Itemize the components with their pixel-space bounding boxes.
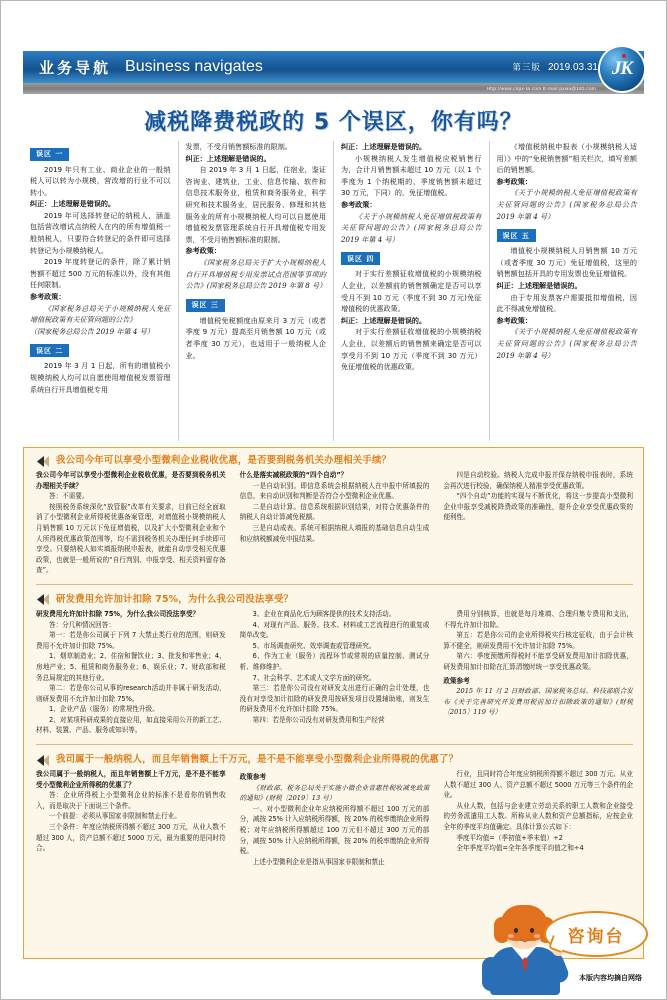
- qa-paragraph: 我公司属于一般纳税人，而且年销售额上千万元，是不是不能享受小型微利企业所得税的优惠了？: [36, 770, 226, 789]
- qa-paragraph: 3、企业在商品化后为顾客提供的技术支持活动。: [252, 609, 396, 618]
- article-columns: [23, 141, 644, 441]
- qa-answer-column: [436, 609, 633, 736]
- article-paragraph: 纠正：上述理解是错误的。: [496, 280, 582, 290]
- qa-paragraph: 一是自动识别。即信息系统会根据纳税人在申报中所填报的信息，来自动识别和判断是否符合小型微利企业优惠。: [239, 481, 430, 501]
- qa-paragraph: 1、烟草制造业；2、住宿和餐饮业；3、批发和零售业；4、房地产业；5、租赁和商务服务业；6、娱乐业；7、财政部和税务总局规定的其他行业。: [36, 652, 226, 682]
- misconception-tag: 误区 二: [30, 344, 69, 357]
- article-column-1: [23, 141, 179, 441]
- qa-question-header: [24, 587, 643, 608]
- qa-question-header: [24, 747, 643, 768]
- qa-question-text: 研发费用允许加计扣除 75%，为什么我公司没法享受？: [56, 593, 294, 605]
- qa-paragraph: 2015 年 11 月 2 日财政部、国家税务总局、科技部联合发布《关于完善研究开发费用税前加计扣除政策的通知》(财税〔2015〕119 号）: [443, 687, 634, 717]
- masthead-subbar: [23, 83, 644, 94]
- qa-paragraph: 6、作为工业（服务）流程环节或常规的质量控制、测试分析、维修维护。: [239, 652, 430, 671]
- qa-paragraph: 答：分几种情况回答：: [49, 620, 115, 629]
- qa-paragraph: 行业，且同时符合年度应纳税所得额不超过 300 万元、从业人数不超过 300 人、资产总额不超过 5000 万元等三个条件的企业。: [443, 770, 634, 800]
- qa-paragraph: 2、对某项科研成果的直接应用，如直接采用公开的新工艺、材料、装置、产品、服务或知识等。: [36, 715, 226, 735]
- qa-paragraph: 《财政部、税务总局关于实施小微企业普惠性税收减免政策的通知》(财税〔2019〕13 号）: [239, 783, 430, 803]
- policy-reference-label: 政策参考: [443, 676, 470, 685]
- chevron-left-icon: [36, 591, 50, 604]
- article-paragraph: 《关于小规模纳税人免征增值税政策有关征管问题的公告》(国家税务总局公告 2019 年第 4 号）: [496, 327, 637, 360]
- article-column-2: [179, 141, 335, 441]
- qa-paragraph: 按照税务系统深化“放管服”改革有关要求，目前已经全面取消了小型微利企业所得税优惠备案管理，对增值税小规模纳税人月销售额 10 万元以下免征增值税，以及扩大小型微利企业和个人所得税优惠政策范围等，均不需到税务机关办理任何手续即可享受。只要纳税人如实填报纳税申报表，就能自动享受相关优惠政策，也就是一般所说的“自行判别、申报享受、相关资料留存备查”。: [36, 502, 226, 575]
- article-paragraph: 纠正：上述理解是错误的。: [30, 199, 116, 209]
- article-paragraph: 发票，不受月销售额标准的限制。: [185, 142, 292, 151]
- footnote: 本版内容均摘自网络: [579, 974, 642, 982]
- article-paragraph: 由于专用发票客户需要抵扣增值税，因此不得减免增值税。: [496, 292, 637, 314]
- qa-paragraph: 三个条件：年度应纳税所得额不超过 300 万元，从业人数不超过 300 人，资产总额不超过 5000 万元，最为重要的是同时符合。: [36, 823, 226, 853]
- article-paragraph: 增值税免税额度由原来月 3 万元（或者季度 9 万元）提高至月销售额 10 万元（或者季度 30 万元），也适用于一般纳税人企业。: [185, 315, 326, 360]
- qa-paragraph: 三是自动成表。系统可根据纳税人填报的基础信息自动生成和应纳税额减免申报结果。: [239, 523, 430, 543]
- qa-paragraph: 研发费用允许加计扣除 75%，为什么我公司没法享受？: [36, 609, 200, 618]
- qa-paragraph: 7、社会科学、艺术或人文学方面的研究。: [252, 673, 376, 682]
- article-paragraph: 《关于小规模纳税人免征增值税政策有关征管问题的公告》(国家税务总局公告 2019 年第 4 号）: [341, 211, 482, 244]
- qa-answer-columns: [24, 768, 643, 873]
- qa-paragraph: 上述小型微利企业是指从事国家非限制和禁止: [252, 857, 385, 866]
- qa-answer-columns: [24, 469, 643, 582]
- article-column-4: [490, 141, 645, 441]
- masthead: [23, 51, 644, 83]
- qa-answer-column: [233, 769, 437, 867]
- article-paragraph: 2019 年度转登记的条件，除了累计销售额不超过 500 万元的标准以外，没有其他任何限制。: [30, 257, 171, 290]
- article-paragraph: （国家税务总局公告 2019 年第 4 号）: [30, 326, 154, 336]
- qa-paragraph: “四个自动”功能的实现与不断优化，将这一步提高小型微利企业申报享受减税降费政策的准确性，提升企业享受优惠政策的便利性。: [443, 492, 634, 522]
- masthead-meta: [512, 61, 598, 73]
- qa-answer-column: [36, 609, 233, 736]
- qa-paragraph: 第五：若是你公司的企业所得税实行核定征收，由于会计核算不健全，则研发费用不允许加计扣除 75%。: [443, 631, 634, 650]
- qa-section: [23, 447, 644, 959]
- article-paragraph: 小规模纳税人发生增值税应税销售行为，合计月销售额未超过 10 万元（以 1 个季度为 1 个纳税期的，季度销售额未超过 30 万元，下同）的，免征增值税。: [341, 153, 482, 198]
- article-paragraph: 参考政策：: [496, 176, 532, 186]
- article-paragraph: 《国家税务总局关于扩大小规模纳税人自行开具增值税专用发票试点范围等事项的公告》(国家税务总局公告 2019 年第 8 号）: [185, 257, 327, 291]
- article-paragraph: 2019 年只有工业、商业企业的一般纳税人可以转为小规模，营改增的行业不可以转小。: [30, 164, 171, 197]
- website-url: Http://www.cnpx-ta.com E-mail:pxwu@163.com: [486, 86, 596, 91]
- qa-paragraph: 季度平均值=（季初值+季末值）÷2: [456, 833, 563, 842]
- qa-answer-column: [233, 470, 437, 576]
- qa-answer-column: [36, 769, 233, 867]
- article-paragraph: 2019 年 3 月 1 日起，所有的增值税小规模纳税人均可以自愿使用增值税发票管理系统自行开具增值税专用: [30, 361, 171, 394]
- issue-number: 第三版: [512, 63, 541, 73]
- article-paragraph: 对于实行差额征收增值税的小规模纳税人企业，以差额后的销售额来确定是否可以享受月不到 10 万元（季度不到 30 万元）免征增值税的优惠政策。: [341, 327, 482, 372]
- misconception-tag: 误区 四: [341, 252, 380, 265]
- article-paragraph: 纠正：上述理解是错误的。: [341, 142, 427, 151]
- qa-paragraph: 1、企业产品（服务）的常规性升级。: [49, 705, 159, 714]
- qa-answer-column: [436, 769, 633, 867]
- qa-paragraph: 第四：若是你公司没有对研发费用和生产经营: [252, 715, 385, 724]
- qa-paragraph: 第六：季度预缴所得税时不能享受研发费用加计扣除优惠，研发费用加计扣除在汇算清缴时统一享受优惠政策。: [443, 652, 634, 671]
- qa-paragraph: 从业人数，包括与企业建立劳动关系的职工人数和企业接受的劳务派遣用工人数。所称从业人数和资产总额指标，应按企业全年的季度平均值确定。具体计算公式如下：: [443, 801, 634, 832]
- qa-question-text: 我司属于一般纳税人，而且年销售额上千万元，是不是不能享受小型微利企业所得税的优惠了？: [56, 754, 459, 766]
- masthead-title-en: Business navigates: [125, 58, 263, 75]
- qa-paragraph: 什么是落实减税政策的“四个自动”？: [239, 471, 348, 479]
- qa-paragraph: 第二：若是你公司从事的research活动并非属于研发活动，则研发费用不允许加计扣除 75%。: [36, 684, 226, 703]
- qa-paragraph: 我公司今年可以享受小型微利企业税收优惠，是否要到税务机关办理相关手续？: [36, 471, 226, 490]
- policy-reference-label: 政策参考: [239, 773, 267, 782]
- article-paragraph: 《增值税纳税申报表（小规模纳税人适用）》中的“免税销售额”相关栏次，填写差额后的销售额。: [496, 142, 637, 175]
- qa-divider: [36, 584, 633, 585]
- qa-question-text: 我公司今年可以享受小型微利企业税收优惠，是否要到税务机关办理相关手续？: [56, 455, 392, 466]
- speech-bubble: [544, 911, 648, 957]
- misconception-tag: 误区 三: [186, 299, 225, 312]
- chevron-left-icon: [36, 453, 50, 466]
- qa-paragraph: 二是自动计算。信息系统根据识别结果，对符合优惠条件的纳税人自动计算减免税额。: [239, 502, 430, 522]
- logo-dot-icon: [622, 54, 626, 58]
- article-paragraph: 参考政策：: [341, 199, 377, 209]
- article-paragraph: 纠正：上述理解是错误的。: [341, 315, 427, 325]
- misconception-tag: 误区 一: [30, 148, 69, 161]
- publication-logo-icon: [600, 47, 644, 91]
- qa-answer-column: [233, 609, 437, 736]
- qa-paragraph: 5、市场调查研究、效率调查或管理研究。: [252, 641, 376, 650]
- qa-paragraph: 全年季度平均值=全年各季度平均值之和÷4: [456, 844, 584, 853]
- qa-divider: [36, 744, 633, 745]
- qa-answer-columns: [24, 608, 643, 742]
- qa-paragraph: 一、对小型微利企业年应纳税所得额不超过 100 万元的部分，减按 25% 计入应纳税所得额，按 20% 的税率缴纳企业所得税；对年应纳税所得额超过 100 万元但不超过 300 万元的部分，减按 50% 计入应纳税所得额，按 20% 的税率缴纳企业所得税。: [239, 804, 430, 856]
- article-paragraph: 2019 年可选择转登记的纳税人，涵盖包括营改增试点纳税人在内的所有增值税一般纳税人，只要符合转登记的条件即可选择转登记为小规模纳税人。: [30, 210, 171, 255]
- qa-paragraph: 四是自动校验。纳税人完成申报并保存纳税申报表时，系统会再次进行校验，确保纳税人精准享受优惠政策。: [443, 471, 634, 490]
- qa-paragraph: 答：不需要。: [49, 492, 89, 501]
- misconception-tag: 误区 五: [497, 229, 536, 242]
- publish-date: 2019.03.31: [547, 62, 598, 73]
- qa-question-header: [24, 448, 643, 469]
- qa-paragraph: 第一：若是你公司属于下列 7 大禁止类行业的范围，则研发费用不允许加计扣除 75%。: [36, 631, 226, 650]
- article-column-3: [334, 141, 490, 441]
- article-paragraph: 参考政策：: [185, 246, 221, 256]
- qa-paragraph: 4、对现有产品、服务、技术、材料或工艺流程进行的重复或简单改变。: [239, 620, 430, 640]
- article-paragraph: 参考政策：: [496, 315, 532, 325]
- qa-paragraph: 第三：若是你公司没有对研发支出进行正确的会计处理，也没有对享受加计扣除的研发费用按研发项目设置辅助账，则发生的研发费用不允许加计扣除 75%。: [239, 684, 430, 714]
- article-paragraph: 纠正：上述理解是错误的。: [185, 153, 271, 163]
- masthead-title-cn: 业务导航: [39, 58, 112, 77]
- qa-answer-column: [36, 470, 233, 576]
- speech-bubble-text: 咨询台: [567, 926, 625, 947]
- qa-paragraph: 一个前提：必须从事国家非限制和禁止行业。: [49, 812, 181, 821]
- chevron-left-icon: [36, 752, 50, 765]
- page-title: 减税降费税政的 5 个误区，你有吗？: [144, 110, 523, 135]
- article-paragraph: 《国家税务总局关于小规模纳税人免征增值税政策有关征管问题的公告》: [30, 303, 171, 325]
- qa-paragraph: 费用分别核算，也就是每月堆填、合理归集专费用和支出，不得允许加计扣除。: [443, 609, 634, 629]
- qa-paragraph: 答：企业所得税上小型微利企业的标准不是看你的销售收入，而是取决于下面说三个条件。: [36, 791, 226, 810]
- article-paragraph: 参考政策：: [30, 292, 66, 302]
- article-paragraph: 对于实行差额征收增值税的小规模纳税人企业，以差额前的销售额确定是否可以享受月不到 10 万元（季度不到 30 万元)免征增值税的优惠政策。: [341, 269, 482, 314]
- logo-text: JK: [611, 58, 633, 79]
- qa-answer-column: [436, 470, 633, 576]
- article-paragraph: 增值税小规模纳税人月销售额 10 万元（或者季度 30 万元）免征增值税，这里的销售额包括开具的专用发票也免征增值税。: [496, 246, 637, 279]
- article-paragraph: 自 2019 年 3 月 1 日起，住宿业，鉴证咨询业、建筑业，工业、信息传输、软件和信息技术服务业，租赁和商务服务业，科学研究和技术服务业，居民服务、修理和其他服务业的所有小规模纳税人均可以自愿使用增值税发票管理系统自行开具增值税专用发票，不受月销售额标准的限制。: [185, 165, 326, 244]
- article-paragraph: 《关于小规模纳税人免征增值税政策有关征管问题的公告》(国家税务总局公告 2019 年第 4 号）: [496, 188, 637, 221]
